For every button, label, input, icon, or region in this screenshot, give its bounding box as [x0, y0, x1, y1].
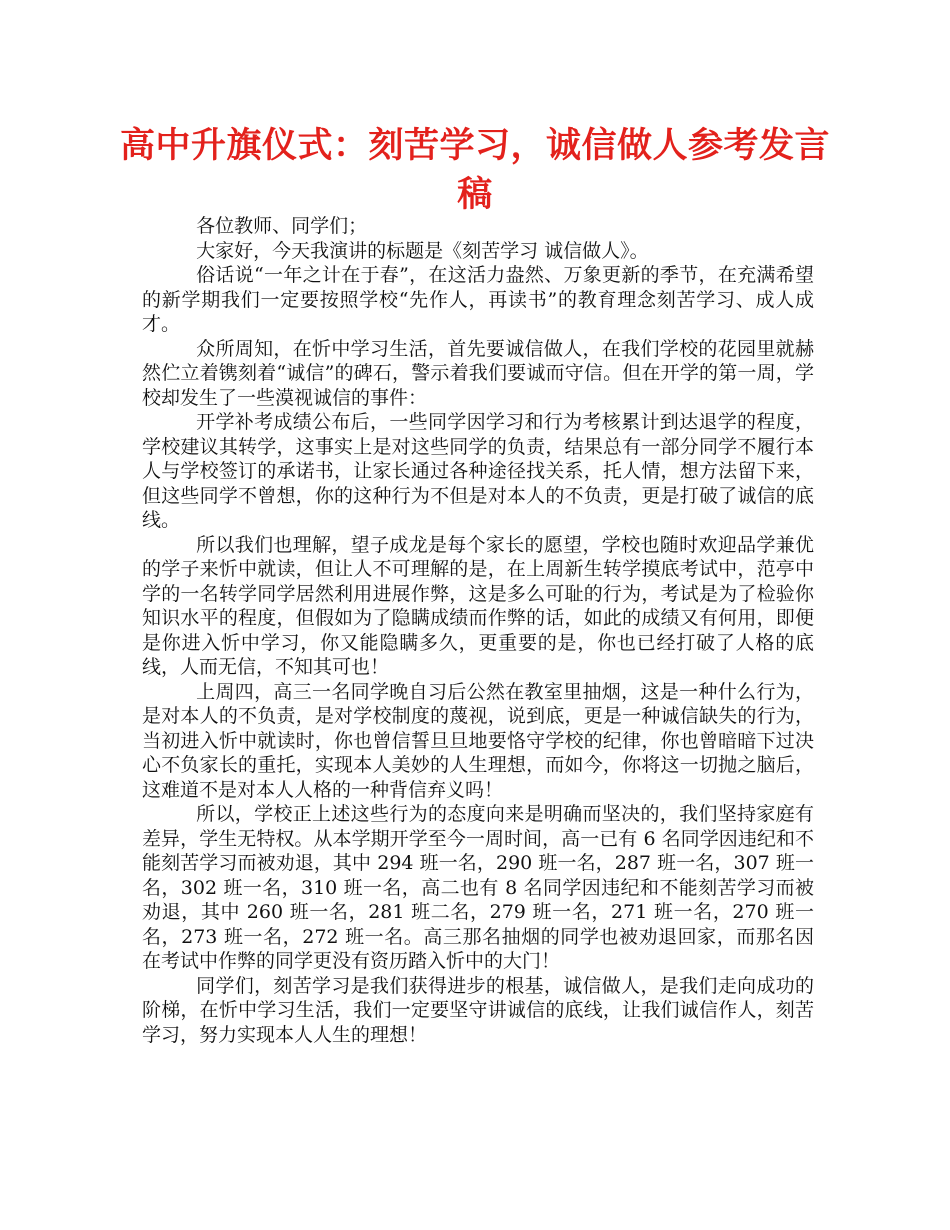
paragraph-school-stance: 所以，学校正上述这些行为的态度向来是明确而坚决的，我们坚持家庭有差异，学生无特权。从本学期开学至今一周时间，高一已有 6 名同学因违纪和不能刻苦学习而被劝退，其中 294 班一名，290 班一名，287 班一名，307 班一名，302 班一名，310 班一名，高二也有 8 名同学因违纪和不能刻苦学习而被劝退，其中 260 班一名，281 班二名，279 班一名，271 班一名，270 班一名，273 班一名，272 班一名。高三那名抽烟的同学也被劝退回家，而那名因在考试中作弊的同学更没有资历踏入忻中的大门！	[142, 803, 814, 972]
paragraph-salutation: 各位教师、同学们；	[196, 215, 368, 237]
paragraph-intro: 俗话说“一年之计在于春”，在这活力盎然、万象更新的季节，在充满希望的新学期我们一定要按照学校“先作人，再读书”的教育理念刻苦学习、成人成才。	[142, 264, 814, 335]
paragraph-integrity: 众所周知，在忻中学习生活，首先要诚信做人，在我们学校的花园里就赫然伫立着镌刻着“诚信”的碑石，警示着我们要诚而守信。但在开学的第一周，学校却发生了一些漠视诚信的事件：	[142, 337, 814, 409]
paragraph-exam-results: 开学补考成绩公布后，一些同学因学习和行为考核累计到达退学的程度，学校建议其转学，这事实上是对这些同学的负责，结果总有一部分同学不履行本人与学校签订的承诺书，让家长通过各种途径找关系，托人情，想方法留下来，但这些同学不曾想，你的这种行为不但是对本人的不负责，更是打破了诚信的底线。	[142, 411, 814, 531]
document-title: 高中升旗仪式：刻苦学习，诚信做人参考发言稿	[120, 126, 831, 215]
document-body	[142, 214, 814, 1047]
paragraph-cheating: 所以我们也理解，望子成龙是每个家长的愿望，学校也随时欢迎品学兼优的学子来忻中就读，但让人不可理解的是，在上周新生转学摸底考试中，范亭中学的一名转学同学居然利用进展作弊，这是多么可耻的行为，考试是为了检验你知识水平的程度，但假如为了隐瞒成绩而作弊的话，如此的成绩又有何用，即便是你进入忻中学习，你又能隐瞒多久，更重要的是，你也已经打破了人格的底线，人而无信，不知其可也！	[142, 533, 814, 678]
paragraph-greeting: 大家好，今天我演讲的标题是《刻苦学习 诚信做人》。	[196, 239, 649, 262]
paragraph-closing: 同学们，刻苦学习是我们获得进步的根基，诚信做人，是我们走向成功的阶梯，在忻中学习生活，我们一定要坚守讲诚信的底线，让我们诚信作人，刻苦学习，努力实现本人人生的理想！	[142, 974, 814, 1046]
paragraph-smoking: 上周四，高三一名同学晚自习后公然在教室里抽烟，这是一种什么行为，是对本人的不负责，是对学校制度的蔑视，说到底，更是一种诚信缺失的行为，当初进入忻中就读时，你也曾信誓旦旦地要恪守学校的纪律，你也曾暗暗下过决心不负家长的重托，实现本人美妙的人生理想，而如今，你将这一切抛之脑后，这难道不是对本人人格的一种背信弃义吗！	[142, 680, 814, 801]
